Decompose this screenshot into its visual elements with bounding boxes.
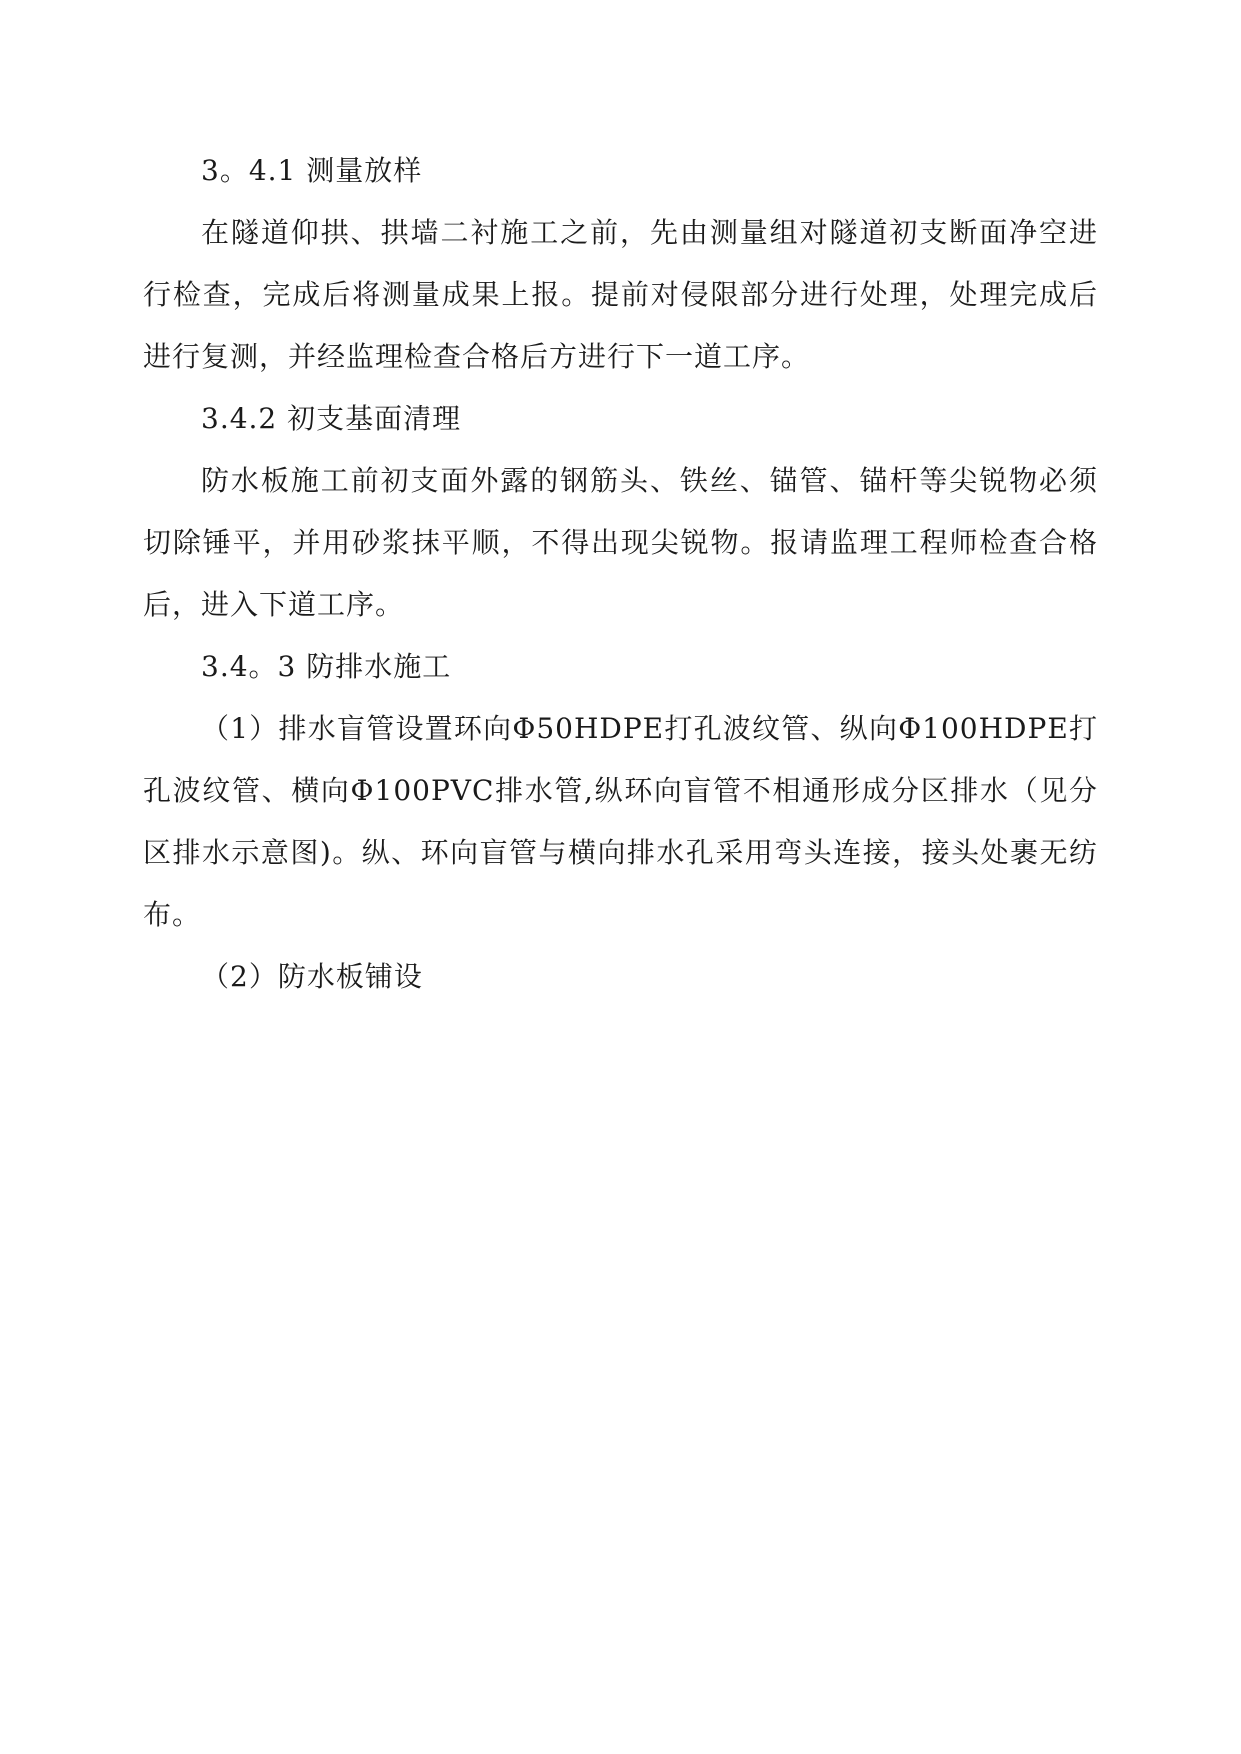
document-body [143,140,1098,1008]
section-heading-3-4-1: 3。4.1 测量放样 [201,154,423,187]
section-heading-3-4-3: 3.4。3 防排水施工 [201,650,452,683]
section-heading-3-4-2: 3.4.2 初支基面清理 [201,402,462,435]
section-paragraph-3-4-1: 在隧道仰拱、拱墙二衬施工之前，先由测量组对隧道初支断面净空进行检查，完成后将测量成果上报。提前对侵限部分进行处理，处理完成后进行复测，并经监理检查合格后方进行下一道工序。 [143,216,1098,373]
section-paragraph-3-4-3: （1）排水盲管设置环向Φ50HDPE打孔波纹管、纵向Φ100HDPE打孔波纹管、横向Φ100PVC排水管,纵环向盲管不相通形成分区排水（见分区排水示意图)。纵、环向盲管与横向排水孔采用弯头连接，接头处裹无纺布。 [143,712,1098,931]
section-paragraph-3-4-2: 防水板施工前初支面外露的钢筋头、铁丝、锚管、锚杆等尖锐物必须切除锤平，并用砂浆抹平顺，不得出现尖锐物。报请监理工程师检查合格后，进入下道工序。 [143,464,1098,621]
section-subitem-2: （2）防水板铺设 [201,960,423,993]
